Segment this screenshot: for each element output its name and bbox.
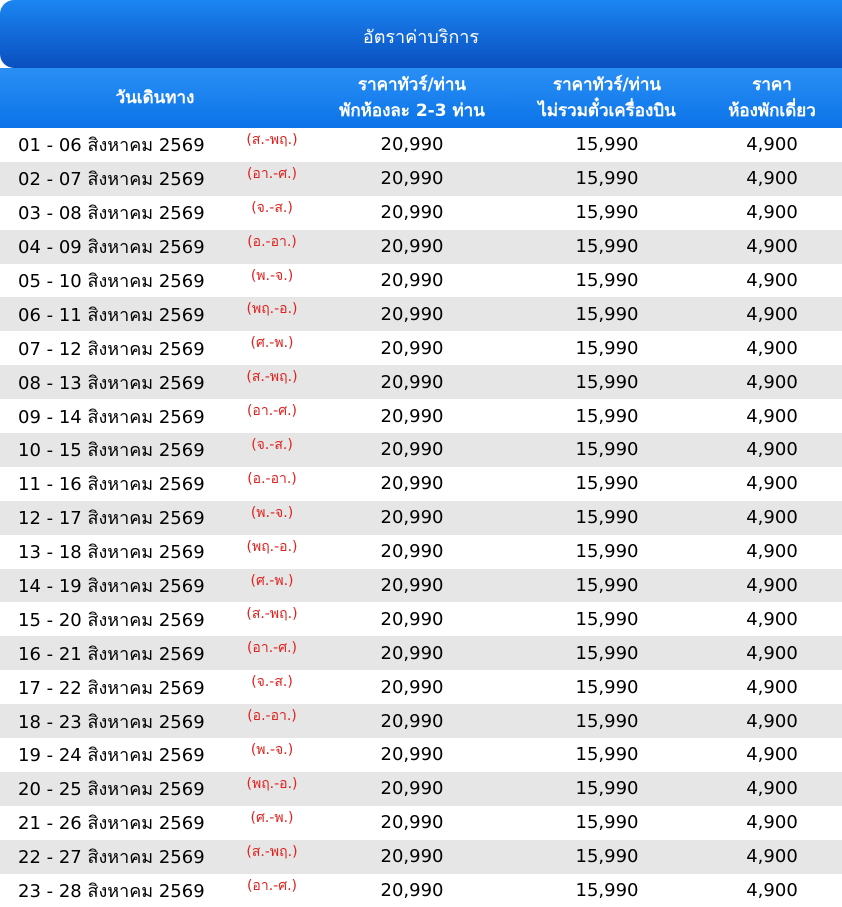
header-travel-date — [0, 68, 310, 128]
travel-date-cell: 17 - 22 สิงหาคม 2569 — [18, 677, 205, 699]
weekday-range-cell: (จ.-ส.) — [251, 199, 293, 216]
table-row — [0, 636, 842, 670]
travel-date-cell: 06 - 11 สิงหาคม 2569 — [18, 304, 205, 326]
price-table-body — [0, 128, 842, 907]
header-tour-price-shared-line1: ราคาทัวร์/ท่าน — [357, 75, 467, 95]
single-room-price-cell: 4,900 — [746, 439, 798, 461]
weekday-range-cell: (อา.-ศ.) — [246, 403, 298, 420]
travel-date-cell: 12 - 17 สิงหาคม 2569 — [18, 508, 205, 530]
table-row — [0, 501, 842, 535]
weekday-range-cell: (อา.-ศ.) — [246, 877, 298, 894]
tour-price-shared-cell: 20,990 — [380, 405, 444, 427]
table-row — [0, 738, 842, 772]
table-title: อัตราค่าบริการ — [362, 26, 480, 48]
single-room-price-cell: 4,900 — [746, 134, 798, 156]
tour-price-no-flight-cell: 15,990 — [575, 541, 639, 563]
single-room-price-cell: 4,900 — [746, 575, 798, 597]
travel-date-cell: 15 - 20 สิงหาคม 2569 — [18, 609, 205, 631]
tour-price-no-flight-cell: 15,990 — [575, 846, 639, 868]
single-room-price-cell: 4,900 — [746, 473, 798, 495]
weekday-range-cell: (อา.-ศ.) — [246, 165, 298, 182]
tour-price-no-flight-cell: 15,990 — [575, 676, 639, 698]
travel-date-cell: 11 - 16 สิงหาคม 2569 — [18, 474, 205, 496]
weekday-range-cell: (ศ.-พ.) — [250, 335, 294, 352]
header-single-room-price-line2: ห้องพักเดี่ยว — [728, 101, 816, 121]
table-row — [0, 602, 842, 636]
weekday-range-cell: (พฤ.-อ.) — [246, 775, 298, 792]
table-row — [0, 399, 842, 433]
single-room-price-cell: 4,900 — [746, 880, 798, 902]
weekday-range-cell: (พฤ.-อ.) — [246, 538, 298, 555]
tour-price-shared-cell: 20,990 — [380, 846, 444, 868]
single-room-price-cell: 4,900 — [746, 778, 798, 800]
weekday-range-cell: (พ.-จ.) — [250, 741, 294, 758]
tour-price-no-flight-cell: 15,990 — [575, 507, 639, 529]
table-row — [0, 840, 842, 874]
header-travel-date-label: วันเดินทาง — [115, 88, 195, 108]
travel-date-cell: 07 - 12 สิงหาคม 2569 — [18, 338, 205, 360]
weekday-range-cell: (อา.-ศ.) — [246, 640, 298, 657]
single-room-price-cell: 4,900 — [746, 270, 798, 291]
table-header — [0, 68, 842, 128]
table-row — [0, 874, 842, 907]
tour-price-shared-cell: 20,990 — [380, 880, 444, 902]
travel-date-cell: 01 - 06 สิงหาคม 2569 — [18, 135, 205, 157]
header-single-room-price-line1: ราคา — [752, 75, 792, 95]
table-row — [0, 569, 842, 603]
header-tour-price-no-flight-line2: ไม่รวมตั๋วเครื่องบิน — [538, 101, 676, 121]
travel-date-cell: 13 - 18 สิงหาคม 2569 — [18, 542, 205, 564]
tour-price-no-flight-cell: 15,990 — [575, 270, 639, 291]
table-row — [0, 535, 842, 569]
tour-price-shared-cell: 20,990 — [380, 778, 444, 800]
weekday-range-cell: (อ.-อา.) — [247, 708, 297, 725]
tour-price-no-flight-cell: 15,990 — [575, 744, 639, 766]
tour-price-no-flight-cell: 15,990 — [575, 371, 639, 393]
header-tour-price-no-flight — [512, 68, 702, 128]
travel-date-cell: 21 - 26 สิงหาคม 2569 — [18, 813, 205, 835]
header-single-room-price — [702, 68, 842, 128]
travel-date-cell: 23 - 28 สิงหาคม 2569 — [18, 881, 205, 903]
weekday-range-cell: (พ.-จ.) — [250, 504, 294, 521]
tour-price-no-flight-cell: 15,990 — [575, 608, 639, 630]
table-row — [0, 230, 842, 264]
single-room-price-cell: 4,900 — [746, 371, 798, 393]
travel-date-cell: 20 - 25 สิงหาคม 2569 — [18, 779, 205, 801]
table-row — [0, 162, 842, 196]
tour-price-shared-cell: 20,990 — [380, 676, 444, 698]
tour-price-no-flight-cell: 15,990 — [575, 473, 639, 495]
tour-price-no-flight-cell: 15,990 — [575, 337, 639, 359]
tour-price-shared-cell: 20,990 — [380, 168, 444, 190]
tour-price-shared-cell: 20,990 — [380, 439, 444, 461]
table-title-bar — [0, 0, 842, 68]
tour-price-shared-cell: 20,990 — [380, 642, 444, 664]
tour-price-no-flight-cell: 15,990 — [575, 778, 639, 800]
single-room-price-cell: 4,900 — [746, 744, 798, 766]
travel-date-cell: 10 - 15 สิงหาคม 2569 — [18, 440, 205, 462]
tour-price-no-flight-cell: 15,990 — [575, 202, 639, 224]
weekday-range-cell: (อ.-อา.) — [247, 470, 297, 487]
header-tour-price-shared-line2: พักห้องละ 2-3 ท่าน — [339, 101, 485, 121]
weekday-range-cell: (พ.-จ.) — [250, 267, 294, 284]
single-room-price-cell: 4,900 — [746, 676, 798, 698]
table-row — [0, 297, 842, 331]
single-room-price-cell: 4,900 — [746, 202, 798, 224]
single-room-price-cell: 4,900 — [746, 303, 798, 325]
single-room-price-cell: 4,900 — [746, 405, 798, 427]
tour-price-no-flight-cell: 15,990 — [575, 405, 639, 427]
tour-price-shared-cell: 20,990 — [380, 202, 444, 224]
table-row — [0, 704, 842, 738]
tour-price-shared-cell: 20,990 — [380, 812, 444, 834]
table-row — [0, 806, 842, 840]
weekday-range-cell: (ส.-พฤ.) — [246, 843, 298, 860]
single-room-price-cell: 4,900 — [746, 236, 798, 258]
header-tour-price-shared — [312, 68, 512, 128]
travel-date-cell: 04 - 09 สิงหาคม 2569 — [18, 237, 205, 259]
table-row — [0, 331, 842, 365]
tour-price-no-flight-cell: 15,990 — [575, 642, 639, 664]
tour-price-shared-cell: 20,990 — [380, 507, 444, 529]
travel-date-cell: 05 - 10 สิงหาคม 2569 — [18, 271, 205, 292]
tour-price-no-flight-cell: 15,990 — [575, 710, 639, 732]
single-room-price-cell: 4,900 — [746, 846, 798, 868]
tour-price-no-flight-cell: 15,990 — [575, 812, 639, 834]
travel-date-cell: 02 - 07 สิงหาคม 2569 — [18, 169, 205, 191]
tour-price-shared-cell: 20,990 — [380, 303, 444, 325]
single-room-price-cell: 4,900 — [746, 507, 798, 529]
weekday-range-cell: (ส.-พฤ.) — [246, 131, 298, 148]
tour-price-shared-cell: 20,990 — [380, 575, 444, 597]
travel-date-cell: 16 - 21 สิงหาคม 2569 — [18, 643, 205, 665]
tour-price-shared-cell: 20,990 — [380, 541, 444, 563]
travel-date-cell: 19 - 24 สิงหาคม 2569 — [18, 745, 205, 767]
travel-date-cell: 09 - 14 สิงหาคม 2569 — [18, 406, 205, 428]
tour-price-shared-cell: 20,990 — [380, 134, 444, 156]
table-row — [0, 128, 842, 162]
single-room-price-cell: 4,900 — [746, 337, 798, 359]
tour-price-no-flight-cell: 15,990 — [575, 168, 639, 190]
tour-price-no-flight-cell: 15,990 — [575, 236, 639, 258]
header-tour-price-no-flight-line1: ราคาทัวร์/ท่าน — [552, 75, 662, 95]
weekday-range-cell: (จ.-ส.) — [251, 674, 293, 691]
table-row — [0, 772, 842, 806]
tour-price-shared-cell: 20,990 — [380, 371, 444, 393]
tour-price-shared-cell: 20,990 — [380, 744, 444, 766]
table-row — [0, 670, 842, 704]
table-row — [0, 264, 842, 298]
weekday-range-cell: (จ.-ส.) — [251, 436, 293, 453]
table-row — [0, 196, 842, 230]
table-row — [0, 467, 842, 501]
tour-price-no-flight-cell: 15,990 — [575, 880, 639, 902]
tour-price-shared-cell: 20,990 — [380, 608, 444, 630]
tour-price-shared-cell: 20,990 — [380, 236, 444, 258]
travel-date-cell: 14 - 19 สิงหาคม 2569 — [18, 576, 205, 598]
single-room-price-cell: 4,900 — [746, 812, 798, 834]
weekday-range-cell: (ศ.-พ.) — [250, 572, 294, 589]
tour-price-no-flight-cell: 15,990 — [575, 439, 639, 461]
travel-date-cell: 08 - 13 สิงหาคม 2569 — [18, 372, 205, 394]
travel-date-cell: 03 - 08 สิงหาคม 2569 — [18, 203, 205, 225]
weekday-range-cell: (ส.-พฤ.) — [246, 369, 298, 386]
tour-price-shared-cell: 20,990 — [380, 270, 444, 291]
weekday-range-cell: (อ.-อา.) — [247, 233, 297, 250]
tour-price-no-flight-cell: 15,990 — [575, 303, 639, 325]
tour-price-shared-cell: 20,990 — [380, 473, 444, 495]
table-row — [0, 365, 842, 399]
weekday-range-cell: (ศ.-พ.) — [250, 809, 294, 826]
table-row — [0, 433, 842, 467]
single-room-price-cell: 4,900 — [746, 608, 798, 630]
travel-date-cell: 18 - 23 สิงหาคม 2569 — [18, 711, 205, 733]
tour-price-no-flight-cell: 15,990 — [575, 575, 639, 597]
single-room-price-cell: 4,900 — [746, 168, 798, 190]
travel-date-cell: 22 - 27 สิงหาคม 2569 — [18, 847, 205, 869]
single-room-price-cell: 4,900 — [746, 541, 798, 563]
tour-price-no-flight-cell: 15,990 — [575, 134, 639, 156]
tour-price-shared-cell: 20,990 — [380, 710, 444, 732]
weekday-range-cell: (พฤ.-อ.) — [246, 301, 298, 318]
weekday-range-cell: (ส.-พฤ.) — [246, 606, 298, 623]
single-room-price-cell: 4,900 — [746, 710, 798, 732]
tour-price-shared-cell: 20,990 — [380, 337, 444, 359]
single-room-price-cell: 4,900 — [746, 642, 798, 664]
